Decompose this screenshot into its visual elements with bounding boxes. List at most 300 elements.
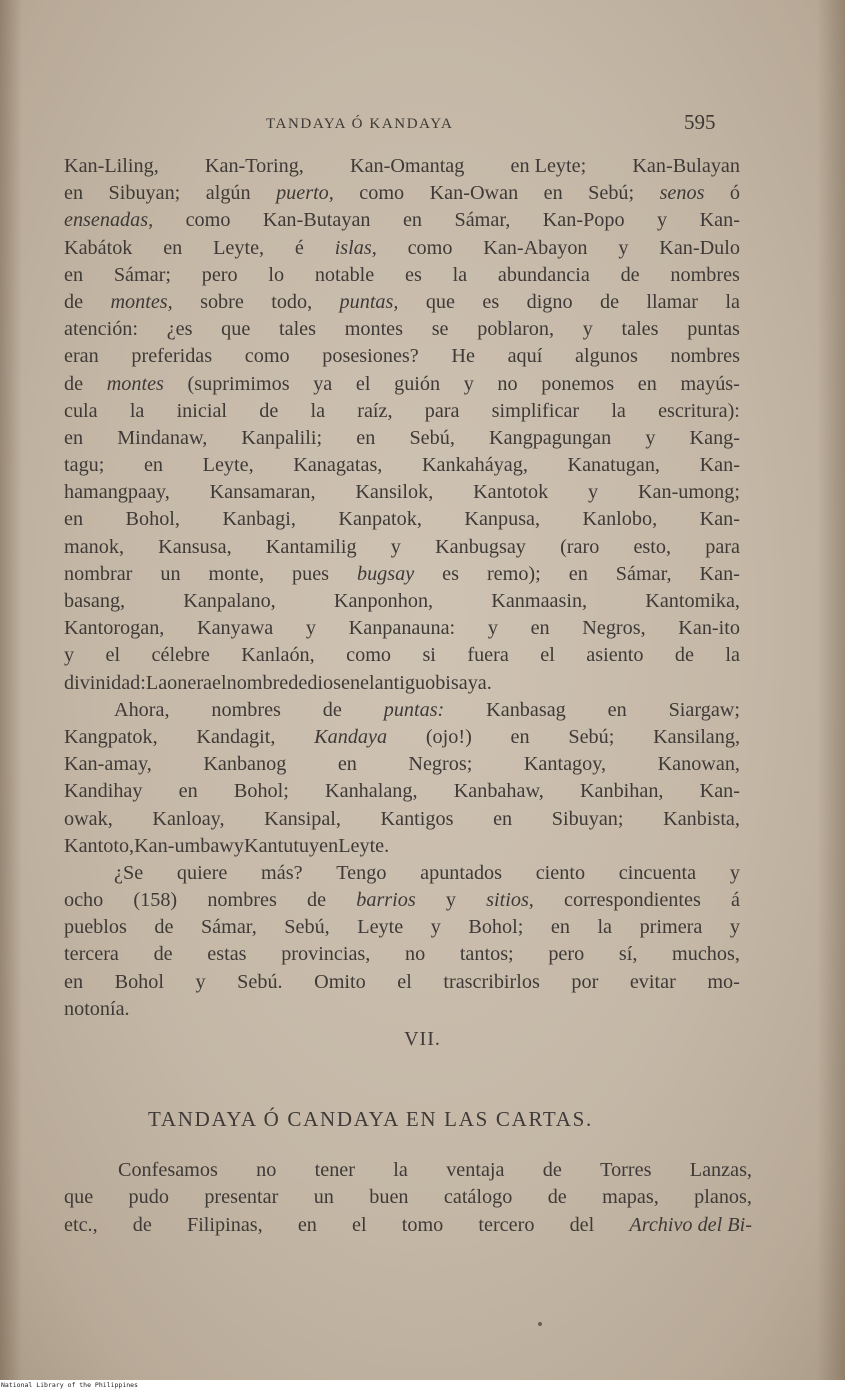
word: Kanmaasin, — [491, 590, 588, 612]
word: en — [337, 753, 357, 776]
word: puntas — [687, 318, 740, 341]
word: de — [288, 671, 308, 694]
word: asiento — [586, 644, 644, 667]
word: ciento — [535, 861, 586, 884]
word: Kan- — [699, 562, 740, 585]
word: mapas, — [602, 1186, 659, 1209]
word: y — [729, 916, 740, 939]
word: Kansilang, — [653, 725, 740, 748]
word: puerto, — [276, 182, 334, 205]
word: y — [618, 236, 629, 259]
word: poblaron, — [477, 318, 555, 341]
word: Kan- — [699, 454, 740, 477]
word: Kantutuy — [243, 834, 320, 857]
word: Sebú, — [284, 916, 330, 939]
word: no — [497, 372, 518, 395]
word: Sámar; — [113, 263, 171, 286]
word: digno — [526, 290, 573, 313]
word: Kan-Omantag — [350, 155, 465, 177]
word: He — [451, 345, 475, 368]
word: notable — [314, 263, 375, 286]
word: catálogo — [443, 1186, 513, 1209]
word: de — [599, 290, 620, 313]
word: Bohol; — [233, 780, 289, 803]
word: bugsay — [356, 562, 415, 585]
word: en — [64, 508, 84, 531]
word: montes, — [110, 290, 173, 313]
word: Kan-Popo — [542, 209, 625, 232]
word: bisaya. — [435, 671, 492, 694]
text-line — [64, 996, 740, 1023]
word: Kan- — [699, 780, 740, 803]
word: y — [657, 209, 668, 232]
word: en — [530, 617, 550, 640]
word: y — [445, 889, 456, 912]
word: el — [355, 372, 371, 395]
word: en — [637, 372, 657, 395]
word: en — [607, 698, 627, 721]
word: sí, — [618, 943, 638, 966]
word: á — [730, 889, 740, 912]
word: Lanzas, — [689, 1159, 752, 1181]
word: el — [397, 970, 412, 993]
text-line — [64, 316, 740, 343]
word: Kanlobo, — [582, 508, 658, 531]
word: barrios — [356, 889, 416, 912]
word: de — [154, 916, 174, 939]
word: Sibuyan; — [108, 182, 181, 205]
word: ventaja — [446, 1159, 505, 1181]
word: de — [259, 399, 279, 422]
paragraph-1 — [64, 153, 740, 697]
word: Kankaháyag, — [421, 454, 528, 477]
word: más? — [261, 861, 303, 884]
word: (raro — [560, 535, 600, 558]
word: el — [212, 671, 227, 694]
word: simplificar — [491, 399, 580, 422]
text-line — [64, 588, 740, 615]
text-line — [64, 1157, 752, 1184]
word: Sebú; — [568, 725, 615, 748]
word: sitios, — [486, 889, 534, 912]
word: raíz, — [357, 399, 393, 422]
word: en — [340, 671, 361, 694]
word: la — [393, 1159, 408, 1181]
word: Kanponhon, — [333, 590, 434, 612]
word: cincuenta — [618, 861, 697, 884]
word: que — [425, 290, 455, 313]
word: Kanbihan, — [579, 780, 664, 803]
word: Archivo del Bi- — [629, 1213, 752, 1236]
word: en — [402, 209, 423, 232]
word: montes — [106, 372, 164, 395]
word: y — [233, 834, 244, 857]
word: el — [360, 671, 375, 694]
word: esto, — [633, 535, 672, 558]
word: Kan-umbaw — [134, 834, 234, 857]
word: por — [571, 970, 599, 993]
word: Kansipal, — [264, 807, 341, 830]
word: la — [725, 644, 740, 667]
word: Kanbista, — [663, 807, 740, 830]
word: Kang- — [689, 426, 740, 449]
word: abundancia — [497, 263, 590, 286]
word: remo); — [486, 562, 541, 585]
word: planos, — [694, 1186, 752, 1209]
word: apuntados — [420, 861, 502, 884]
word: y — [390, 535, 401, 558]
word: nombre — [226, 671, 289, 694]
word: buen — [369, 1186, 409, 1209]
word: Torres — [600, 1159, 652, 1181]
word: para — [424, 399, 460, 422]
word: Kan-ito — [678, 617, 740, 640]
word: todo, — [271, 290, 313, 313]
word: ya — [313, 372, 333, 395]
word: Sebú. — [237, 970, 283, 993]
word: el — [105, 644, 121, 667]
section-title: TANDAYA Ó CANDAYA EN LAS CARTAS. — [148, 1107, 593, 1131]
word: como — [185, 209, 231, 232]
word: nombres — [207, 889, 277, 912]
word: quiere — [176, 861, 228, 884]
word: tantos; — [459, 943, 514, 966]
word: en — [297, 1213, 317, 1236]
word: en — [143, 454, 164, 477]
word: Kanpanauna: — [348, 617, 456, 640]
text-line — [64, 778, 740, 805]
word: y — [463, 372, 474, 395]
word: Kanloay, — [152, 807, 225, 830]
word: Kantorogan, — [64, 617, 165, 640]
word: manok, — [64, 535, 124, 558]
word: que — [64, 1186, 94, 1209]
word: Kan-Abayon — [483, 236, 588, 259]
word: correspondientes — [564, 889, 701, 912]
word: Filipinas, — [186, 1213, 263, 1236]
word: (ojo!) — [425, 725, 472, 748]
word: Kanhalang, — [325, 780, 418, 803]
word: como — [244, 345, 290, 368]
word: Kantoto, — [64, 834, 135, 857]
word: en — [64, 426, 84, 449]
text-line — [64, 914, 740, 941]
word: en — [163, 236, 183, 259]
word: (158) — [133, 889, 178, 912]
word: Kandagit, — [196, 725, 276, 748]
word: Kan-Bulayan — [632, 155, 740, 177]
text-line — [64, 751, 740, 778]
word: Laon — [145, 671, 188, 694]
word: monte, — [208, 562, 265, 585]
word: preferidas — [131, 345, 213, 368]
word: tales — [279, 318, 316, 341]
word: hamangpaay, — [64, 481, 170, 504]
word: Kan- — [699, 508, 740, 531]
section-number: VII. — [404, 1028, 441, 1050]
word: Siargaw; — [668, 698, 740, 721]
text-line — [64, 1212, 752, 1239]
paragraph-4 — [64, 1157, 752, 1239]
word: eran — [64, 345, 99, 368]
word: Kanbanog — [203, 753, 287, 776]
text-line — [64, 534, 740, 561]
text-line — [64, 506, 740, 533]
text-line — [64, 969, 740, 996]
word: Omito — [314, 970, 366, 993]
word: cula — [64, 399, 98, 422]
word: Bohol — [114, 970, 164, 993]
word: Kan-Dulo — [659, 236, 740, 259]
word: de — [542, 1159, 562, 1181]
text-line — [64, 833, 740, 860]
word: era — [187, 671, 213, 694]
word: mo- — [707, 970, 740, 993]
word: para — [705, 535, 740, 558]
word: algunos — [575, 345, 638, 368]
word: nombres — [211, 698, 281, 721]
word: (suprimimos — [187, 372, 290, 395]
word: Kanyawa — [197, 617, 274, 640]
word: dios — [307, 671, 341, 694]
text-line — [64, 180, 740, 207]
word: de — [64, 372, 84, 395]
word: y — [729, 861, 740, 884]
word: Kangpatok, — [64, 725, 158, 748]
word: que — [221, 318, 251, 341]
word: y — [430, 916, 441, 939]
word: aquí — [507, 345, 543, 368]
word: Tengo — [336, 861, 387, 884]
word: nombres — [670, 263, 740, 286]
word: Bohol; — [468, 916, 524, 939]
word: guión — [394, 372, 441, 395]
word: Sámar, — [454, 209, 511, 232]
word: Kabátok — [64, 236, 133, 259]
word: en — [510, 725, 530, 748]
word: Sebú; — [588, 182, 635, 205]
text-line — [64, 371, 740, 398]
word: y — [645, 426, 656, 449]
word: Kanbugsay — [435, 535, 526, 558]
word: en — [493, 807, 513, 830]
paper-speck — [538, 1322, 542, 1326]
word: ponemos — [541, 372, 615, 395]
word: Kanlaón, — [241, 644, 315, 667]
word: basang, — [64, 590, 126, 612]
word: y — [305, 617, 316, 640]
library-credit: National Library of the Philippines — [1, 1381, 138, 1389]
word: Kan-umong; — [637, 481, 740, 504]
word: en — [568, 562, 588, 585]
word: Kan-amay, — [64, 753, 152, 776]
word: tagu; — [64, 454, 105, 477]
word: Kan- — [699, 209, 740, 232]
word: en — [64, 263, 84, 286]
word: pero — [201, 263, 238, 286]
word: la — [452, 263, 468, 286]
word: Kandaya — [314, 725, 388, 748]
word: tener — [314, 1159, 355, 1181]
word: Sebú, — [409, 426, 455, 449]
text-line — [64, 425, 740, 452]
word: Mindanaw, — [117, 426, 208, 449]
word: pudo — [128, 1186, 169, 1209]
word: Kansilok, — [355, 481, 434, 504]
word: de — [307, 889, 327, 912]
text-line — [64, 860, 740, 887]
word: Kanpalili; — [241, 426, 323, 449]
word: Negros; — [408, 753, 473, 776]
word: Kan-Owan — [429, 182, 519, 205]
word: atención: — [64, 318, 138, 341]
text-line — [64, 670, 740, 697]
word: la — [310, 399, 326, 422]
word: en — [64, 182, 84, 205]
word: se — [431, 318, 449, 341]
word: no — [256, 1159, 277, 1181]
word: é — [294, 236, 304, 259]
text-line — [64, 724, 740, 751]
word: evitar — [629, 970, 676, 993]
word: senos — [659, 182, 705, 205]
word: tercero — [478, 1213, 535, 1236]
word: de — [132, 1213, 152, 1236]
word: muchos, — [672, 943, 740, 966]
text-line — [64, 941, 740, 968]
text-line — [64, 887, 740, 914]
word: mayús- — [680, 372, 740, 395]
word: tales — [621, 318, 659, 341]
word: Kanpatok, — [338, 508, 422, 531]
word: Sámar, — [615, 562, 672, 585]
word: y — [64, 644, 75, 667]
text-line — [64, 207, 740, 234]
word: en — [356, 426, 376, 449]
word: es — [482, 290, 500, 313]
text-line — [64, 153, 740, 180]
word: y — [195, 970, 206, 993]
page-number: 595 — [684, 110, 716, 134]
body-text-continued — [64, 1157, 752, 1239]
word: en Leyte; — [510, 155, 587, 177]
word: el — [352, 1213, 367, 1236]
word: trascribirlos — [443, 970, 540, 993]
word: en — [550, 916, 570, 939]
text-line — [64, 697, 740, 724]
text-line — [64, 561, 740, 588]
word: la — [129, 399, 145, 422]
text-line — [64, 615, 740, 642]
word: Kansamaran, — [209, 481, 316, 504]
word: la — [725, 290, 740, 313]
word: nombrar — [64, 562, 133, 585]
word: en — [543, 182, 563, 205]
word: llamar — [646, 290, 698, 313]
word: Negros, — [582, 617, 646, 640]
word: antiguo — [374, 671, 436, 694]
text-line — [64, 806, 740, 833]
word: puntas: — [383, 698, 445, 721]
word: montes — [344, 318, 404, 341]
word: Kantomika, — [645, 590, 740, 612]
text-line — [64, 1184, 752, 1211]
word: notonía. — [64, 997, 130, 1020]
word: Kanbagi, — [222, 508, 296, 531]
word: presentar — [204, 1186, 279, 1209]
word: sobre — [200, 290, 244, 313]
word: como — [359, 182, 405, 205]
word: Kanbasag — [486, 698, 566, 721]
paragraph-2 — [64, 697, 740, 860]
word: pues — [292, 562, 330, 585]
word: y — [582, 318, 593, 341]
word: y — [487, 617, 498, 640]
body-text — [64, 153, 740, 1023]
word: escritura): — [658, 399, 740, 422]
word: el — [540, 644, 555, 667]
word: Leyte. — [338, 834, 390, 857]
word: Kandihay — [64, 780, 143, 803]
word: Kan-Toring, — [204, 155, 304, 177]
word: ocho — [64, 889, 104, 912]
word: Leyte — [357, 916, 404, 939]
word: tomo — [401, 1213, 444, 1236]
word: un — [160, 562, 181, 585]
word: puntas, — [339, 290, 399, 313]
word: tercera — [64, 943, 119, 966]
text-line — [64, 479, 740, 506]
word: Kan-Butayan — [262, 209, 371, 232]
word: Bohol, — [125, 508, 180, 531]
word: como — [346, 644, 391, 667]
word: Kanagatas, — [293, 454, 383, 477]
word: posesiones? — [322, 345, 419, 368]
word: no — [404, 943, 426, 966]
word: Kangpagungan — [488, 426, 612, 449]
word: Kanpalano, — [183, 590, 276, 612]
word: si — [422, 644, 436, 667]
text-line — [64, 262, 740, 289]
word: owak, — [64, 807, 113, 830]
word: Kantotok — [473, 481, 549, 504]
word: Sibuyan; — [551, 807, 624, 830]
word: Sámar, — [200, 916, 257, 939]
word: en — [319, 834, 339, 857]
word: de — [64, 290, 84, 313]
word: Kantagoy, — [523, 753, 607, 776]
word: pueblos — [64, 916, 127, 939]
word: Confesamos — [118, 1159, 218, 1181]
word: provincias, — [281, 943, 371, 966]
word: Kanowan, — [657, 753, 740, 776]
word: ensenadas, — [64, 209, 154, 232]
word: primera — [639, 916, 703, 939]
word: Kansusa, — [158, 535, 232, 558]
word: Ahora, — [114, 698, 170, 721]
text-line — [64, 642, 740, 669]
word: Kanbahaw, — [453, 780, 544, 803]
word: célebre — [151, 644, 210, 667]
word: Kan-Liling, — [64, 155, 159, 177]
word: de — [153, 943, 173, 966]
word: es — [405, 263, 422, 286]
word: fuera — [467, 644, 509, 667]
word: ó — [729, 182, 740, 205]
word: la — [611, 399, 626, 422]
text-line — [64, 398, 740, 425]
word: de — [322, 698, 342, 721]
